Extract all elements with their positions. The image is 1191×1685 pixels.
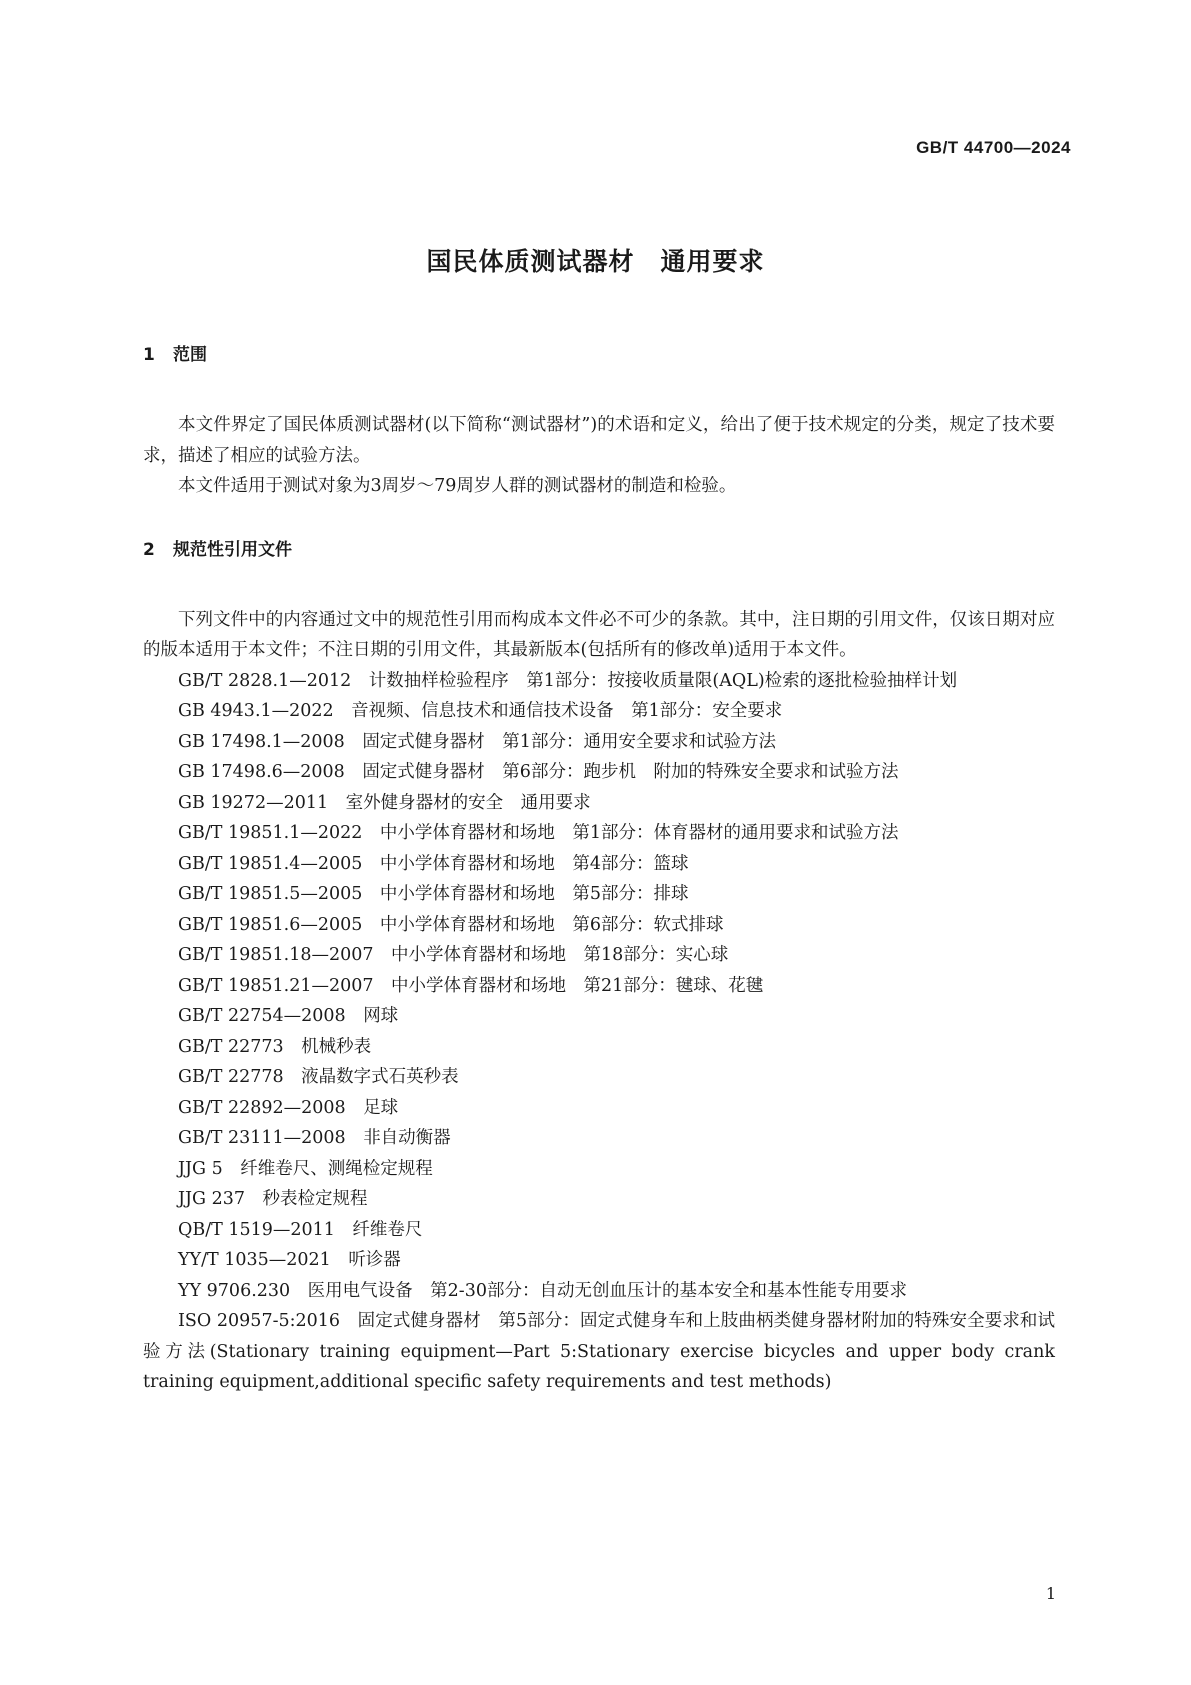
- reference-item: [143, 940, 1055, 971]
- reference-title: 音视频、信息技术和通信技术设备 第1部分：安全要求: [351, 701, 783, 721]
- reference-item: [143, 1032, 1055, 1063]
- section-1-heading: [143, 340, 1055, 370]
- reference-title: 听诊器: [348, 1250, 401, 1270]
- reference-code: YY 9706.230: [178, 1280, 291, 1301]
- reference-code: YY/T 1035—2021: [178, 1250, 331, 1270]
- references-intro: 下列文件中的内容通过文中的规范性引用而构成本文件必不可少的条款。其中，注日期的引用文件，仅该日期对应的版本适用于本文件；不注日期的引用文件，其最新版本(包括所有的修改单)适用于本文件。: [143, 609, 1055, 660]
- reference-code: GB/T 22892—2008: [178, 1097, 346, 1118]
- reference-title: 固定式健身器材 第5部分：固定式健身车和上肢曲柄类健身器材附加的特殊安全要求和试验方法(Stationary training equipment—Part 5:Stationary exercise bicycles and upper body crank training equipment,additional specific safety requirements and test methods): [143, 1311, 1055, 1392]
- reference-title: 秒表检定规程: [262, 1189, 368, 1209]
- reference-item: [143, 1154, 1055, 1185]
- reference-title: 非自动衡器: [363, 1128, 451, 1148]
- reference-title: 中小学体育器材和场地 第5部分：排球: [379, 884, 689, 904]
- reference-item: [143, 727, 1055, 758]
- reference-title: 中小学体育器材和场地 第18部分：实心球: [391, 945, 729, 965]
- reference-code: JJG 5: [178, 1158, 223, 1179]
- reference-code: GB/T 19851.21—2007: [178, 975, 374, 996]
- document-body: [143, 345, 1055, 1398]
- reference-list: [143, 666, 1055, 1398]
- reference-code: GB/T 2828.1—2012: [178, 670, 352, 691]
- reference-code: GB 4943.1—2022: [178, 701, 334, 721]
- reference-item: [143, 666, 1055, 697]
- reference-code: GB/T 23111—2008: [178, 1128, 346, 1148]
- reference-title: 室外健身器材的安全 通用要求: [345, 792, 591, 813]
- reference-code: GB 17498.1—2008: [178, 731, 345, 752]
- reference-item: [143, 1184, 1055, 1215]
- section-1-number: 1: [143, 345, 155, 365]
- reference-title: 固定式健身器材 第1部分：通用安全要求和试验方法: [362, 731, 776, 752]
- reference-code: GB/T 22778: [178, 1067, 284, 1087]
- reference-item: [143, 818, 1055, 849]
- reference-item: [143, 1306, 1055, 1398]
- reference-code: JJG 237: [178, 1189, 245, 1209]
- reference-code: GB/T 19851.4—2005: [178, 853, 363, 874]
- reference-title: 中小学体育器材和场地 第4部分：篮球: [379, 853, 689, 874]
- reference-item: [143, 1001, 1055, 1032]
- reference-title: 中小学体育器材和场地 第21部分：毽球、花毽: [391, 975, 764, 996]
- document-title: 国民体质测试器材 通用要求: [426, 247, 765, 276]
- reference-title: 中小学体育器材和场地 第6部分：软式排球: [379, 914, 724, 935]
- reference-item: [143, 788, 1055, 819]
- reference-item: [143, 849, 1055, 880]
- page-number: 1: [1045, 1584, 1056, 1603]
- reference-item: [143, 1276, 1055, 1307]
- reference-code: GB/T 19851.6—2005: [178, 914, 363, 935]
- reference-title: 足球: [363, 1097, 399, 1118]
- section-2-title: 规范性引用文件: [173, 539, 292, 560]
- scope-paragraph: 本文件界定了国民体质测试器材(以下简称“测试器材”)的术语和定义，给出了便于技术规定的分类，规定了技术要求，描述了相应的试验方法。: [143, 415, 1055, 466]
- reference-code: GB/T 19851.18—2007: [178, 945, 374, 965]
- reference-item: [143, 879, 1055, 910]
- reference-item: [143, 1245, 1055, 1276]
- reference-code: GB 17498.6—2008: [178, 762, 345, 782]
- reference-code: GB/T 22773: [178, 1036, 284, 1057]
- reference-title: 机械秒表: [301, 1036, 372, 1057]
- reference-item: [143, 1093, 1055, 1124]
- reference-item: [143, 971, 1055, 1002]
- reference-item: [143, 910, 1055, 941]
- reference-item: [143, 1062, 1055, 1093]
- standard-code: GB/T 44700—2024: [916, 138, 1071, 157]
- reference-item: [143, 696, 1055, 727]
- reference-title: 计数抽样检验程序 第1部分：按接收质量限(AQL)检索的逐批检验抽样计划: [368, 670, 958, 691]
- reference-code: QB/T 1519—2011: [178, 1219, 335, 1240]
- reference-item: [143, 757, 1055, 788]
- reference-title: 纤维卷尺: [352, 1219, 423, 1240]
- reference-title: 医用电气设备 第2-30部分：自动无创血压计的基本安全和基本性能专用要求: [307, 1280, 907, 1301]
- section-2-heading: [143, 535, 1055, 565]
- reference-title: 纤维卷尺、测绳检定规程: [240, 1158, 433, 1179]
- reference-code: GB/T 22754—2008: [178, 1006, 346, 1026]
- reference-title: 中小学体育器材和场地 第1部分：体育器材的通用要求和试验方法: [379, 823, 899, 843]
- section-2-number: 2: [143, 539, 155, 560]
- reference-code: GB/T 19851.5—2005: [178, 884, 363, 904]
- reference-code: GB/T 19851.1—2022: [178, 823, 363, 843]
- reference-item: [143, 1123, 1055, 1154]
- reference-title: 固定式健身器材 第6部分：跑步机 附加的特殊安全要求和试验方法: [362, 762, 899, 782]
- reference-title: 网球: [363, 1006, 399, 1026]
- section-1-title: 范围: [173, 345, 207, 365]
- scope-paragraph: 本文件适用于测试对象为3周岁～79周岁人群的测试器材的制造和检验。: [178, 476, 737, 496]
- reference-code: ISO 20957-5:2016: [178, 1311, 341, 1331]
- reference-code: GB 19272—2011: [178, 792, 329, 813]
- reference-title: 液晶数字式石英秒表: [301, 1067, 459, 1087]
- reference-item: [143, 1215, 1055, 1246]
